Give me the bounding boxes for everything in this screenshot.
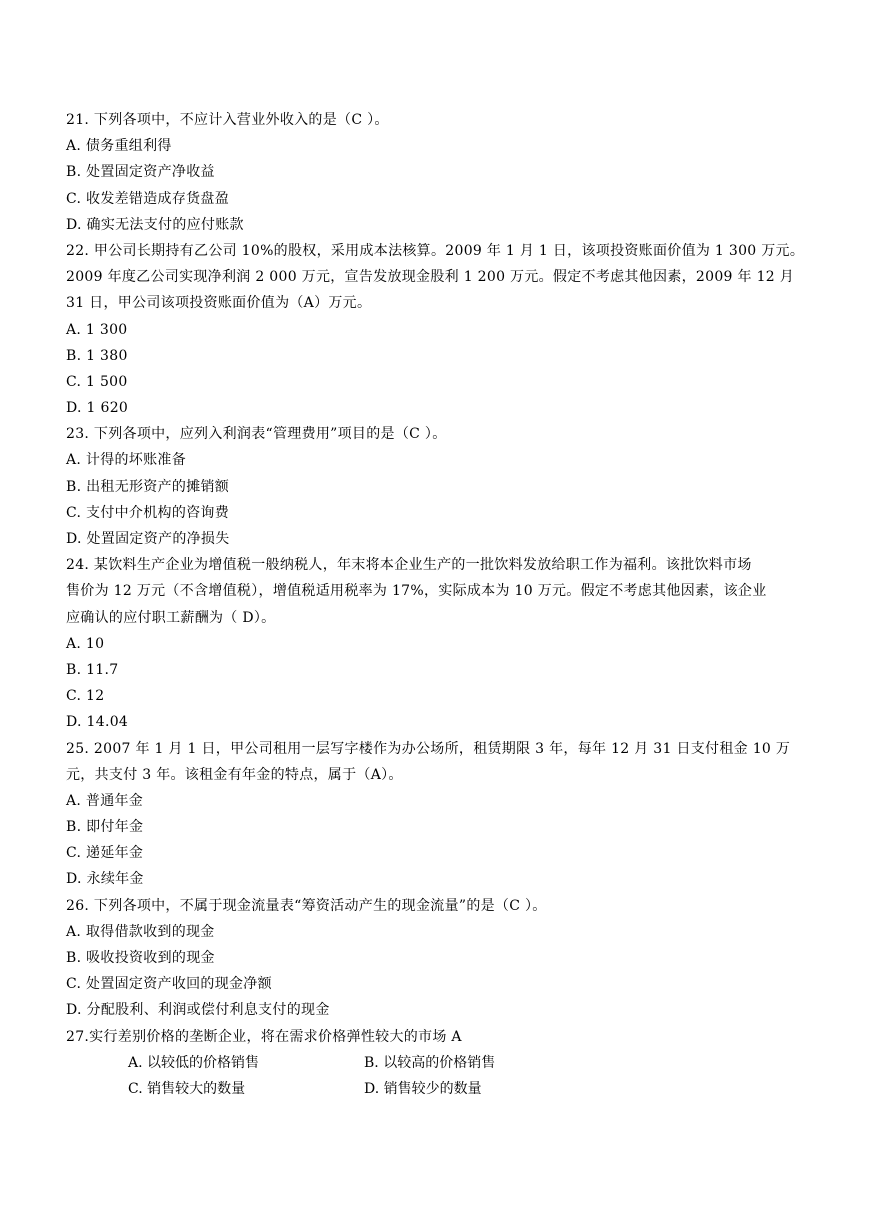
option-d: D. 14.04 [66,714,129,731]
question-stem: 应确认的应付职工薪酬为（ D）。 [66,609,276,626]
option-b: B. 以较高的价格销售 [364,1054,496,1071]
option-d: D. 销售较少的数量 [364,1080,482,1097]
option-a: A. 1 300 [66,321,128,338]
option-a: A. 10 [66,635,105,652]
option-b: B. 出租无形资产的摊销额 [66,478,230,495]
option-d: D. 确实无法支付的应付账款 [66,216,244,233]
question-stem: 售价为 12 万元（不含增值税），增值税适用税率为 17%，实际成本为 10 万元。假定不考虑其他因素，该企业 [66,583,767,600]
option-b: B. 吸收投资收到的现金 [66,950,215,966]
option-c: C. 12 [66,688,105,705]
question-stem: 26. 下列各项中，不属于现金流量表“筹资活动产生的现金流量”的是（C ）。 [66,897,547,914]
option-row [66,1050,806,1076]
question-21 [66,107,806,238]
option-c: C. 销售较大的数量 [128,1080,246,1097]
question-stem: 2009 年度乙公司实现净利润 2 000 万元，宣告发放现金股利 1 200 万元。假定不考虑其他因素，2009 年 12 月 [66,269,795,286]
option-c: C. 1 500 [66,373,128,390]
question-stem: 21. 下列各项中，不应计入营业外收入的是（C ）。 [66,112,389,128]
option-d: D. 分配股利、利润或偿付利息支付的现金 [66,1002,330,1019]
option-d: D. 处置固定资产的净损失 [66,531,230,547]
question-stem: 31 日，甲公司该项投资账面价值为（A）万元。 [66,295,372,312]
option-d: D. 1 620 [66,400,129,417]
option-a: A. 计得的坏账准备 [66,452,187,469]
option-b: B. 处置固定资产净收益 [66,164,215,181]
option-c: C. 递延年金 [66,845,144,862]
question-25 [66,736,806,893]
question-stem: 22. 甲公司长期持有乙公司 10%的股权，采用成本法核算。2009 年 1 月 1 日，该项投资账面价值为 1 300 万元。 [66,242,805,259]
option-c: C. 支付中介机构的咨询费 [66,504,230,521]
option-b: B. 1 380 [66,347,128,364]
question-27 [66,1024,806,1103]
option-b: B. 即付年金 [66,819,144,836]
option-b: B. 11.7 [66,661,119,678]
document-page [66,107,806,1102]
question-26 [66,893,806,1024]
question-stem: 25. 2007 年 1 月 1 日，甲公司租用一层写字楼作为办公场所，租赁期限 3 年，每年 12 月 31 日支付租金 10 万 [66,740,791,757]
option-d: D. 永续年金 [66,871,144,888]
option-a: A. 取得借款收到的现金 [66,923,215,940]
question-stem: 元，共支付 3 年。该租金有年金的特点，属于（A）。 [66,766,403,783]
option-c: C. 收发差错造成存货盘盈 [66,190,230,207]
option-a: A. 以较低的价格销售 [128,1054,260,1071]
question-22 [66,238,806,421]
option-c: C. 处置固定资产收回的现金净额 [66,976,272,993]
question-stem: 24. 某饮料生产企业为增值税一般纳税人，年末将本企业生产的一批饮料发放给职工作为福利。该批饮料市场 [66,557,752,574]
question-24 [66,552,806,735]
option-row [66,1076,806,1102]
option-a: A. 债务重组利得 [66,138,172,155]
question-stem: 23. 下列各项中，应列入利润表“管理费用”项目的是（C ）。 [66,426,447,443]
question-23 [66,421,806,552]
option-a: A. 普通年金 [66,792,144,809]
question-stem: 27.实行差别价格的垄断企业，将在需求价格弹性较大的市场 A [66,1028,462,1045]
